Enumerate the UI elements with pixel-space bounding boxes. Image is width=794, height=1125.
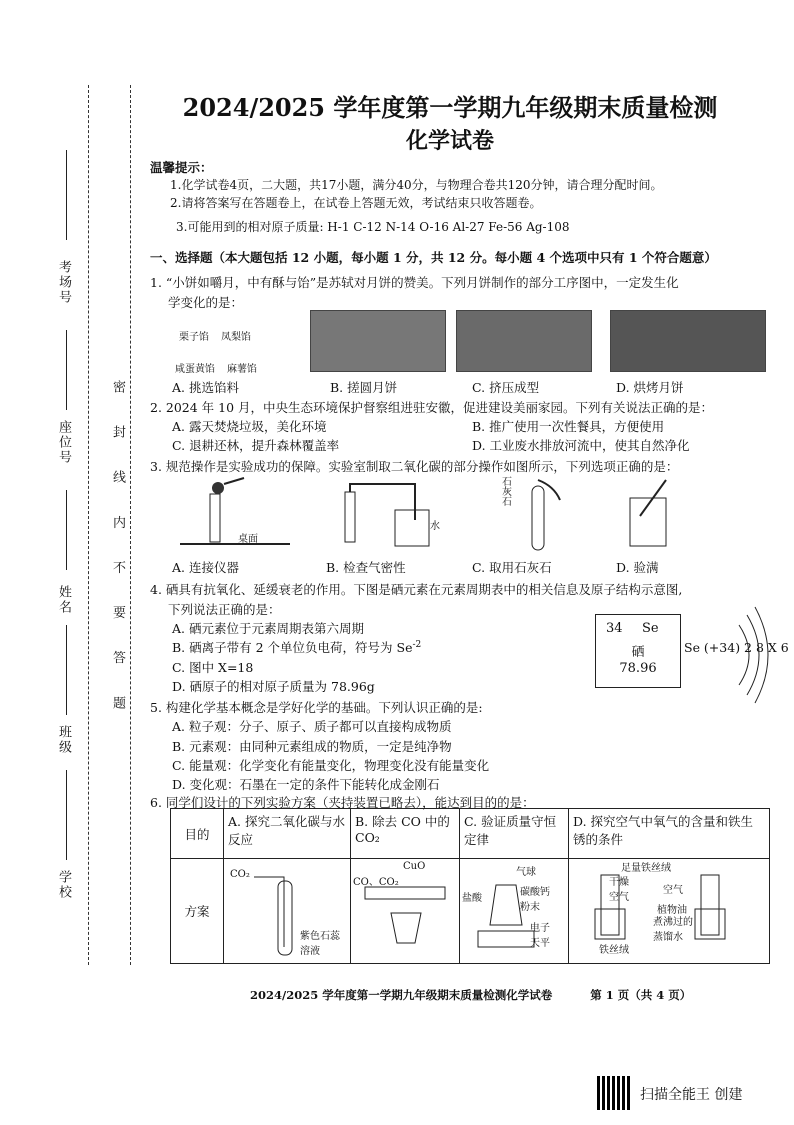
q3-diagram-take-stone bbox=[510, 478, 570, 554]
q3-stem: 3. 规范操作是实验成功的保障。实验室制取二氧化碳的部分操作如图所示，下列选项正确的是： bbox=[150, 459, 679, 474]
q5-option-d: D. 变化观：石墨在一定的条件下能转化成金刚石 bbox=[172, 777, 440, 792]
q3-label-desk: 桌面 bbox=[238, 534, 258, 545]
filling-label-2: 凤梨馅 bbox=[221, 332, 251, 343]
q6-c-label-balance: 电子天平 bbox=[530, 923, 550, 949]
q2-option-b: B. 推广使用一次性餐具，方便使用 bbox=[472, 419, 665, 434]
q1-image-baking bbox=[610, 310, 766, 372]
q6-c-label-acid: 盐酸 bbox=[462, 893, 482, 904]
q4-option-b-sup: -2 bbox=[412, 639, 422, 650]
filling-label-4: 麻薯馅 bbox=[227, 364, 257, 375]
qr-code-icon bbox=[597, 1076, 631, 1110]
q1-option-c: C. 挤压成型 bbox=[472, 380, 540, 395]
q1-image-pressing bbox=[456, 310, 592, 372]
electron-shell-arcs bbox=[735, 605, 775, 705]
q6-c-label-balloon: 气球 bbox=[516, 867, 536, 878]
label-school: 学校 bbox=[56, 870, 71, 900]
footer-page-number: 第 1 页（共 4 页） bbox=[590, 988, 692, 1002]
underline-class bbox=[66, 625, 67, 715]
cell-atomic-number: 34 bbox=[606, 621, 623, 636]
binding-dashed-line bbox=[88, 85, 89, 965]
filling-label-3: 咸蛋黄馅 bbox=[175, 364, 215, 375]
q6-c-label-caco3: 碳酸钙粉末 bbox=[520, 887, 550, 913]
q6-goal-d: D. 探究空气中氧气的含量和铁生锈的条件 bbox=[569, 809, 770, 859]
atom-structure-text: Se (+34) 2 8 X 6 bbox=[684, 640, 789, 655]
q2-option-d: D. 工业废水排放河流中，使其自然净化 bbox=[472, 438, 690, 453]
q3-diagram-full-check bbox=[620, 478, 680, 554]
q6-goal-a: A. 探究二氧化碳与水反应 bbox=[224, 809, 351, 859]
seal-line-text: 密 封 线 内 不 要 答 题 bbox=[110, 380, 125, 723]
q6-goal-c: C. 验证质量守恒定律 bbox=[460, 809, 569, 859]
q4-option-c: C. 图中 X=18 bbox=[172, 660, 254, 675]
q6-plan-d bbox=[569, 859, 770, 964]
q4-stem-1: 4. 硒具有抗氧化、延缓衰老的作用。下图是硒元素在元素周期表中的相关信息及原子结构示意图, bbox=[150, 582, 683, 597]
q6-d-label-air: 空气 bbox=[663, 885, 683, 896]
label-seat: 座位号 bbox=[56, 420, 71, 465]
q6-d-label-water: 煮沸过的蒸馏水 bbox=[653, 917, 693, 943]
q4-option-b bbox=[172, 638, 421, 656]
q6-d-label-dry-air: 干燥空气 bbox=[609, 877, 629, 903]
q5-option-b: B. 元素观：由同种元素组成的物质，一定是纯净物 bbox=[172, 739, 452, 754]
footer-exam-name: 2024/2025 学年度第一学期九年级期末质量检测化学试卷 bbox=[250, 988, 553, 1002]
q6-a-test-tube bbox=[254, 867, 304, 957]
q6-stem: 6. 同学们设计的下列实验方案（夹持装置已略去），能达到目的的是： bbox=[150, 795, 535, 810]
q6-b-label-cuo: CuO bbox=[403, 861, 426, 872]
q4-stem-2: 下列说法正确的是： bbox=[168, 602, 281, 617]
q3-label-water: 水 bbox=[430, 521, 440, 532]
q1-stem-2: 学变化的是： bbox=[168, 295, 244, 310]
q5-option-c: C. 能量观：化学变化有能量变化，物理变化没有能量变化 bbox=[172, 758, 490, 773]
cell-symbol: Se bbox=[642, 621, 659, 636]
q1-option-d: D. 烘烤月饼 bbox=[616, 380, 684, 395]
q6-goal-b: B. 除去 CO 中的 CO₂ bbox=[351, 809, 460, 859]
filling-label-1: 栗子馅 bbox=[179, 332, 209, 343]
q6-d-apparatus bbox=[593, 869, 733, 945]
q1-stem-1: 1. “小饼如嚼月，中有酥与饴”是苏轼对月饼的赞美。下列月饼制作的部分工序图中，一定发生化 bbox=[150, 275, 679, 290]
label-exam-room: 考场号 bbox=[56, 260, 71, 305]
q1-option-b: B. 搓圆月饼 bbox=[330, 380, 398, 395]
q6-d-label-iron-wool: 足量铁丝绒 bbox=[621, 863, 671, 874]
periodic-table-cell bbox=[595, 614, 681, 688]
q6-d-label-oil: 植物油 bbox=[657, 905, 687, 916]
q6-c-apparatus bbox=[476, 875, 536, 955]
q4-option-d: D. 硒原子的相对原子质量为 78.96g bbox=[172, 679, 375, 694]
q6-plan-b bbox=[351, 859, 460, 964]
q3-diagram-connect bbox=[180, 474, 290, 554]
scanner-watermark: 扫描全能王 创建 bbox=[640, 1087, 743, 1103]
label-class: 班级 bbox=[56, 725, 71, 755]
underline-name bbox=[66, 490, 67, 570]
q3-option-d: D. 验满 bbox=[616, 560, 659, 575]
q6-plan-c bbox=[460, 859, 569, 964]
q6-b-label-gas: CO、CO₂ bbox=[353, 877, 399, 888]
q6-plan-a bbox=[224, 859, 351, 964]
page-footer bbox=[250, 987, 691, 1003]
tip-3: 3.可能用到的相对原子质量: H-1 C-12 N-14 O-16 Al-27 Fe-56 Ag-108 bbox=[176, 220, 570, 234]
q1-option-a: A. 挑选馅料 bbox=[172, 380, 239, 395]
q2-option-a: A. 露天焚烧垃圾，美化环境 bbox=[172, 419, 327, 434]
q6-a-label-co2: CO₂ bbox=[230, 869, 250, 880]
underline-seat bbox=[66, 330, 67, 410]
underline-school bbox=[66, 770, 67, 860]
exam-subtitle: 化学试卷 bbox=[405, 128, 494, 154]
q3-diagram-airtight bbox=[335, 480, 435, 552]
q2-stem: 2. 2024 年 10 月，中央生态环境保护督察组进驻安徽，促进建设美丽家园。下列有关说法正确的是： bbox=[150, 400, 714, 415]
q5-stem: 5. 构建化学基本概念是学好化学的基础。下列认识正确的是: bbox=[150, 700, 483, 715]
tip-1: 1.化学试卷4页，二大题，共17小题，满分40分，与物理合卷共120分钟，请合理分配时间。 bbox=[170, 178, 663, 192]
section-1-heading: 一、选择题（本大题包括 12 小题，每小题 1 分，共 12 分。每小题 4 个选项中只有 1 个符合题意） bbox=[150, 250, 717, 265]
q3-option-c: C. 取用石灰石 bbox=[472, 560, 552, 575]
underline-exam-room bbox=[66, 150, 67, 240]
q4-option-b-text: B. 硒离子带有 2 个单位负电荷，符号为 Se bbox=[172, 640, 413, 655]
binding-dashed-line-2 bbox=[130, 85, 131, 965]
label-name: 姓名 bbox=[56, 585, 71, 615]
cell-mass: 78.96 bbox=[619, 661, 657, 676]
q6-head-goal: 目的 bbox=[171, 809, 224, 859]
exam-title: 2024/2025 学年度第一学期九年级期末质量检测 bbox=[182, 93, 718, 122]
q1-image-kneading bbox=[310, 310, 446, 372]
cell-name: 硒 bbox=[631, 645, 645, 660]
q3-label-stone: 石灰石 bbox=[502, 477, 512, 508]
q6-d-label-iron-wool-2: 铁丝绒 bbox=[599, 945, 629, 956]
q1-image-fillings bbox=[175, 310, 275, 374]
q2-option-c: C. 退耕还林，提升森林覆盖率 bbox=[172, 438, 340, 453]
q6-b-apparatus bbox=[361, 883, 451, 953]
q5-option-a: A. 粒子观：分子、原子、质子都可以直接构成物质 bbox=[172, 719, 452, 734]
q3-option-b: B. 检查气密性 bbox=[326, 560, 406, 575]
q3-option-a: A. 连接仪器 bbox=[172, 560, 239, 575]
tips-heading: 温馨提示： bbox=[150, 160, 213, 175]
q6-experiment-table bbox=[170, 808, 770, 964]
q6-a-label-litmus: 紫色石蕊溶液 bbox=[300, 931, 340, 957]
q4-option-a: A. 硒元素位于元素周期表第六周期 bbox=[172, 621, 364, 636]
tip-2: 2.请将答案写在答题卷上，在试卷上答题无效，考试结束只收答题卷。 bbox=[170, 196, 542, 210]
q6-head-plan: 方案 bbox=[171, 859, 224, 964]
